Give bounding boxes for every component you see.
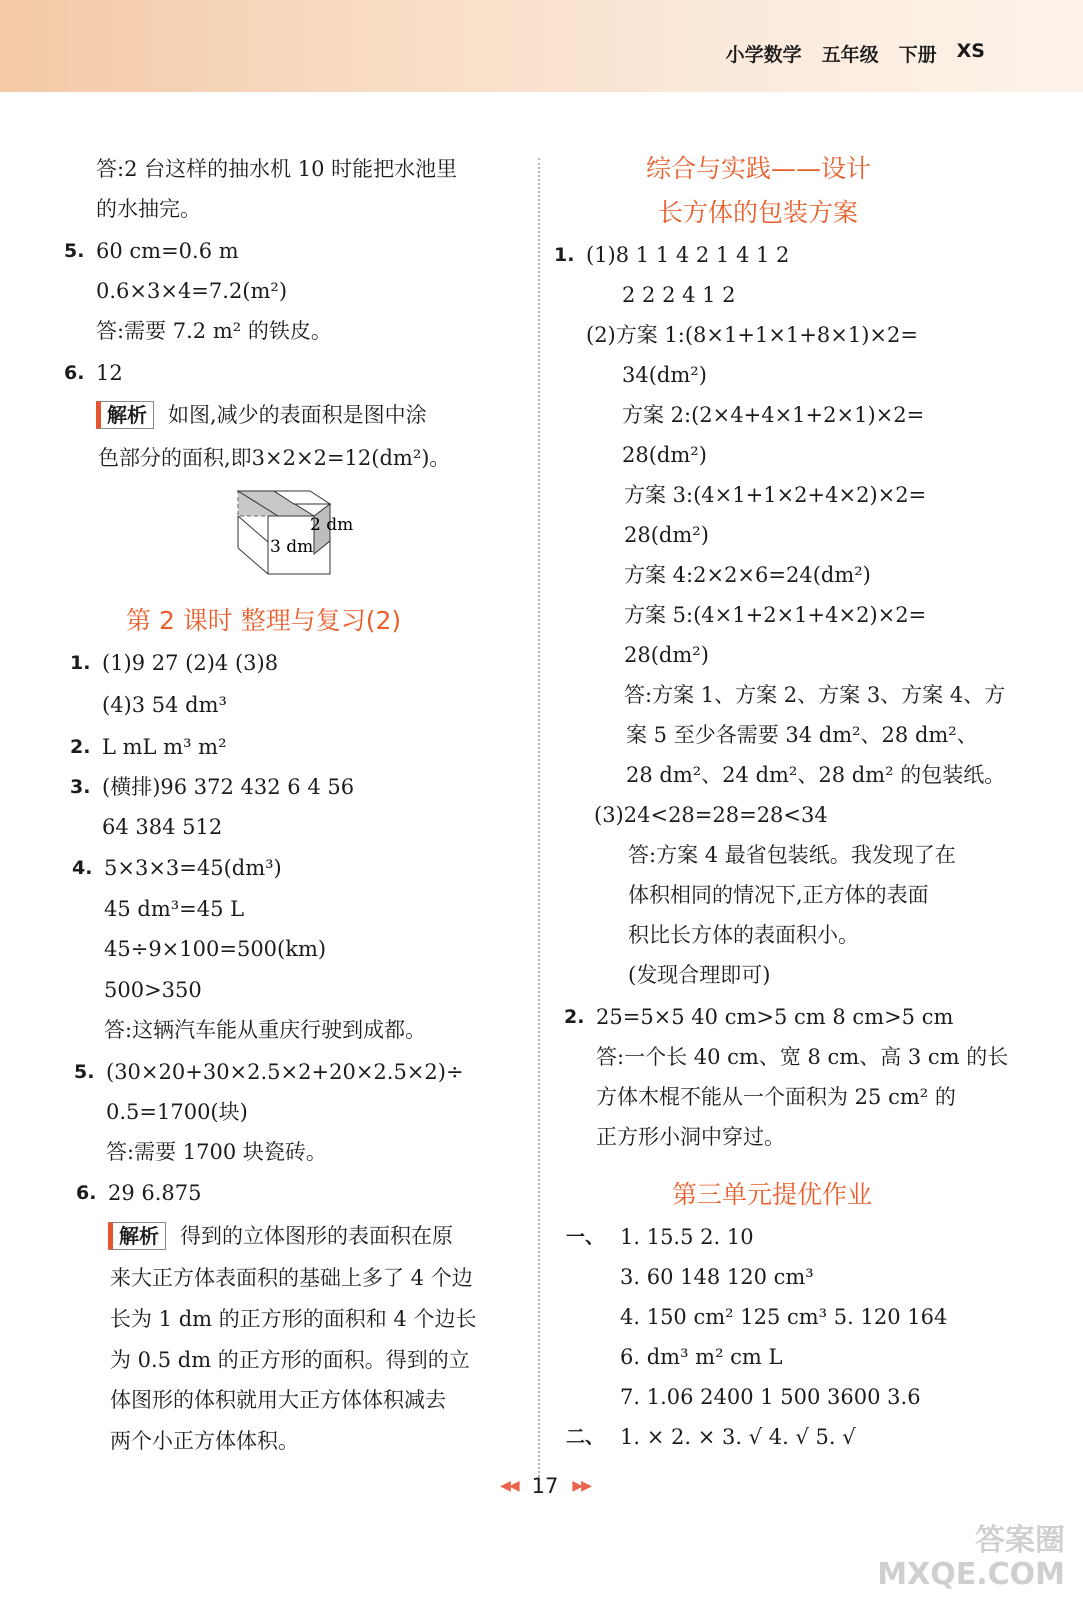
section-title: 第 2 课时 整理与复习(2) [126, 606, 402, 635]
answer-text: 28(dm²) [622, 443, 707, 467]
page-footer [470, 1470, 620, 1502]
answer-text: 答:方案 1、方案 2、方案 3、方案 4、方 [624, 683, 1006, 707]
question-number: 1. [70, 652, 91, 674]
analysis-line [108, 1221, 453, 1251]
cuboid-figure [232, 486, 372, 581]
answer-text: 45 dm³=45 L [104, 897, 245, 921]
question-number: 4. [72, 857, 93, 879]
answer-text: 方案 4:2×2×6=24(dm²) [624, 563, 871, 587]
header-volume: 下册 [898, 44, 937, 66]
answer-text: 0.6×3×4=7.2(m²) [96, 279, 288, 303]
answer-text: (1)9 27 (2)4 (3)8 [102, 651, 279, 675]
answer-text: 答:2 台这样的抽水机 10 时能把水池里 [96, 157, 458, 181]
answer-text: 28(dm²) [624, 523, 709, 547]
answer-text: 7. 1.06 2400 1 500 3600 3.6 [620, 1385, 921, 1409]
question-number: 5. [74, 1061, 95, 1083]
question-number: 1. [554, 244, 575, 266]
answer-text: 方体木棍不能从一个面积为 25 cm² 的 [596, 1085, 956, 1109]
analysis-text: 两个小正方体体积。 [110, 1429, 299, 1453]
prev-arrows-icon: ◀◀ [500, 1478, 518, 1494]
answer-text: 1. 15.5 2. 10 [620, 1225, 754, 1249]
answer-text: 2 2 2 4 1 2 [622, 283, 736, 307]
column-divider [538, 158, 540, 1493]
answer-text: (1)8 1 1 4 2 1 4 1 2 [586, 243, 790, 267]
section-title: 第三单元提优作业 [672, 1180, 873, 1209]
answer-text: L mL m³ m² [102, 735, 227, 759]
answer-text: 500>350 [104, 978, 202, 1002]
analysis-line [96, 400, 427, 430]
answer-text: 64 384 512 [102, 815, 223, 839]
analysis-text: 来大正方体表面积的基础上多了 4 个边 [110, 1266, 473, 1290]
answer-text: 体积相同的情况下,正方体的表面 [628, 883, 929, 907]
analysis-tag: 解析 [96, 401, 154, 429]
book-header [726, 40, 985, 67]
answer-text: 案 5 至少各需要 34 dm²、28 dm²、 [626, 723, 978, 747]
answer-text: 3. 60 148 120 cm³ [620, 1265, 814, 1289]
answer-text: 方案 3:(4×1+1×2+4×2)×2= [624, 483, 927, 507]
analysis-text: 如图,减少的表面积是图中涂 [168, 403, 427, 427]
analysis-text: 长为 1 dm 的正方形的面积和 4 个边长 [110, 1307, 477, 1331]
header-subject: 小学数学 [725, 44, 802, 66]
answer-text: 正方形小洞中穿过。 [596, 1125, 785, 1149]
answer-text: 4. 150 cm² 125 cm³ 5. 120 164 [620, 1305, 948, 1329]
analysis-text: 为 0.5 dm 的正方形的面积。得到的立 [110, 1348, 470, 1372]
answer-text: 12 [96, 361, 123, 385]
answer-text: (2)方案 1:(8×1+1×1+8×1)×2= [586, 323, 918, 347]
analysis-text: 得到的立体图形的表面积在原 [180, 1224, 453, 1248]
answer-text: (4)3 54 dm³ [102, 693, 227, 717]
part-label: 二、 [566, 1426, 605, 1448]
question-number: 6. [76, 1182, 97, 1204]
answer-text: 的水抽完。 [96, 197, 201, 221]
header-grade: 五年级 [821, 44, 879, 66]
answer-text: 方案 2:(2×4+4×1+2×1)×2= [622, 403, 925, 427]
answer-text: 5×3×3=45(dm³) [104, 856, 282, 880]
answer-text: 答:需要 1700 块瓷砖。 [106, 1140, 327, 1164]
question-number: 2. [70, 736, 91, 758]
answer-text: 29 6.875 [108, 1181, 202, 1205]
answer-text: 答:这辆汽车能从重庆行驶到成都。 [104, 1018, 427, 1042]
answer-text: 25=5×5 40 cm>5 cm 8 cm>5 cm [596, 1005, 954, 1029]
figure-label-2dm: 2 dm [310, 515, 354, 535]
answer-text: (30×20+30×2.5×2+20×2.5×2)÷ [106, 1060, 464, 1084]
question-number: 5. [64, 240, 85, 262]
answer-text: 答:需要 7.2 m² 的铁皮。 [96, 319, 332, 343]
answer-text: 6. dm³ m² cm L [620, 1345, 783, 1369]
part-label: 一、 [566, 1226, 605, 1248]
section-title: 综合与实践——设计 [646, 154, 872, 183]
answer-text: (横排)96 372 432 6 4 56 [102, 775, 355, 799]
answer-text: 60 cm=0.6 m [96, 239, 239, 263]
analysis-text: 色部分的面积,即3×2×2=12(dm²)。 [98, 446, 451, 470]
question-number: 2. [564, 1006, 585, 1028]
question-number: 6. [64, 362, 85, 384]
page-number: 17 [531, 1474, 559, 1498]
answer-text: (3)24<28=28=28<34 [594, 803, 828, 827]
answer-text: 1. × 2. × 3. √ 4. √ 5. √ [620, 1425, 856, 1449]
analysis-tag: 解析 [108, 1222, 166, 1250]
analysis-text: 体图形的体积就用大正方体体积减去 [110, 1388, 446, 1412]
answer-text: 28 dm²、24 dm²、28 dm² 的包装纸。 [626, 763, 1006, 787]
section-title: 长方体的包装方案 [658, 198, 859, 227]
answer-text: 45÷9×100=500(km) [104, 937, 327, 961]
answer-text: 答:一个长 40 cm、宽 8 cm、高 3 cm 的长 [596, 1045, 1009, 1069]
answer-text: 方案 5:(4×1+2×1+4×2)×2= [624, 603, 927, 627]
header-edition: XS [956, 40, 985, 62]
answer-text: 34(dm²) [622, 363, 707, 387]
question-number: 3. [70, 776, 91, 798]
watermark-line2: MXQE.COM [877, 1557, 1065, 1592]
answer-text: 28(dm²) [624, 643, 709, 667]
watermark [877, 1524, 1065, 1592]
figure-label-3dm: 3 dm [270, 537, 314, 557]
watermark-line1: 答案圈 [975, 1523, 1065, 1558]
next-arrows-icon: ▶▶ [572, 1478, 590, 1494]
answer-text: 0.5=1700(块) [106, 1100, 248, 1124]
answer-text: 积比长方体的表面积小。 [628, 923, 859, 947]
answer-text: (发现合理即可) [628, 963, 771, 987]
answer-text: 答:方案 4 最省包装纸。我发现了在 [628, 843, 956, 867]
